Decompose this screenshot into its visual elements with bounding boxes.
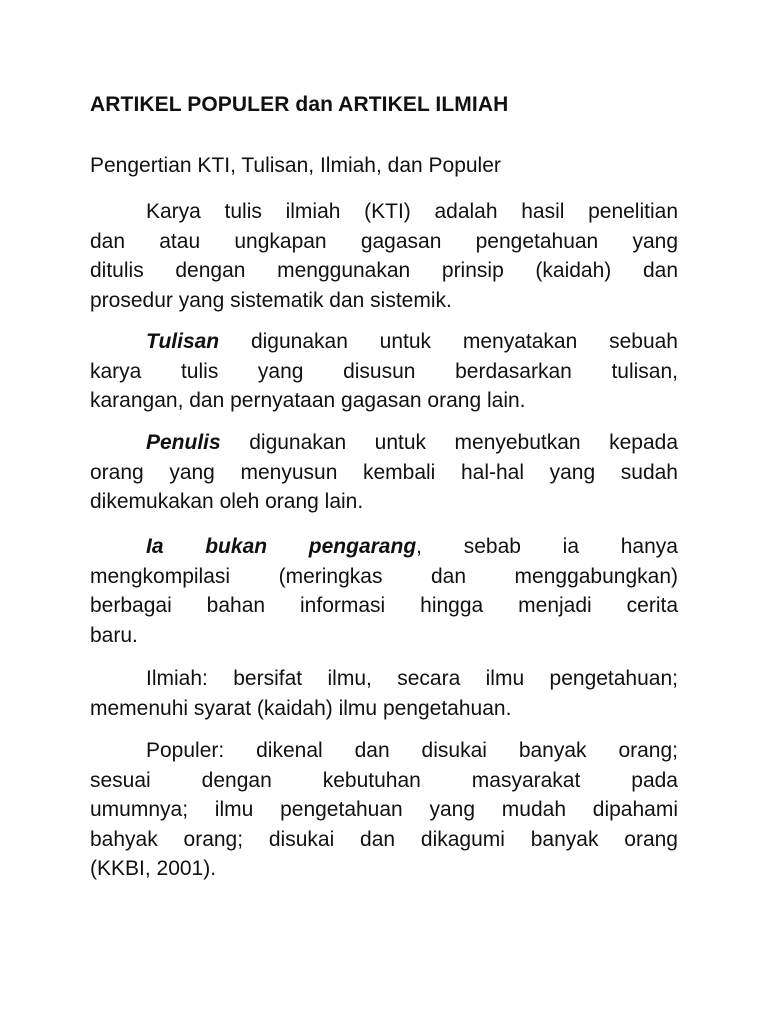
paragraph-line: umumnya; ilmu pengetahuan yang mudah dipahami — [90, 798, 678, 821]
paragraph-populer — [90, 736, 678, 884]
term-word: pengarang — [308, 535, 417, 558]
paragraph-pengarang — [90, 532, 678, 650]
paragraph-line: karya tulis yang disusun berdasarkan tulisan, — [90, 359, 678, 383]
paragraph-line: prosedur yang sistematik dan sistemik. — [90, 288, 452, 312]
term-word: Ia — [146, 535, 164, 558]
paragraph-ilmiah — [90, 664, 678, 723]
paragraph-line: memenuhi syarat (kaidah) ilmu pengetahuan. — [90, 696, 512, 720]
term-word-group — [309, 532, 422, 562]
paragraph-line: orang yang menyusun kembali hal-hal yang sudah — [90, 460, 678, 484]
term-penulis: Penulis — [146, 431, 221, 454]
paragraph-line-text: digunakan untuk menyatakan sebuah — [250, 330, 678, 353]
word: ia — [562, 535, 580, 558]
paragraph-line: bahyak orang; disukai dan dikagumi banyak orang — [90, 827, 678, 851]
comma: , — [416, 535, 422, 558]
paragraph-penulis — [90, 428, 678, 517]
paragraph-line: Populer: dikenal dan disukai banyak orang; — [146, 739, 678, 762]
paragraph-line: baru. — [90, 623, 138, 647]
paragraph-line: sesuai dengan kebutuhan masyarakat pada — [90, 768, 678, 792]
paragraph-line: Ilmiah: bersifat ilmu, secara ilmu pengetahuan; — [146, 667, 678, 690]
section-heading: Pengertian KTI, Tulisan, Ilmiah, dan Populer — [90, 154, 501, 177]
paragraph-line — [90, 428, 678, 458]
paragraph-tulisan — [90, 327, 678, 416]
paragraph-line: (KKBI, 2001). — [90, 857, 217, 880]
word: hanya — [620, 535, 678, 558]
word: sebab — [463, 535, 521, 558]
paragraph-line: mengkompilasi (meringkas dan menggabungkan) — [90, 564, 678, 588]
document-title: ARTIKEL POPULER dan ARTIKEL ILMIAH — [90, 93, 509, 116]
term-tulisan: Tulisan — [146, 330, 220, 353]
paragraph-line-text: digunakan untuk menyebutkan kepada — [249, 431, 678, 454]
paragraph-line: karangan, dan pernyataan gagasan orang lain. — [90, 389, 526, 412]
paragraph-line: dan atau ungkapan gagasan pengetahuan yang — [90, 229, 678, 253]
paragraph-line: Karya tulis ilmiah (KTI) adalah hasil penelitian — [146, 200, 678, 223]
paragraph-line: berbagai bahan informasi hingga menjadi cerita — [90, 594, 678, 617]
paragraph-line — [90, 327, 678, 357]
paragraph-line: ditulis dengan menggunakan prinsip (kaidah) dan — [90, 259, 678, 282]
paragraph-kti — [90, 197, 678, 315]
term-word: bukan — [205, 535, 268, 558]
paragraph-line: dikemukakan oleh orang lain. — [90, 490, 364, 513]
paragraph-line — [90, 532, 678, 562]
